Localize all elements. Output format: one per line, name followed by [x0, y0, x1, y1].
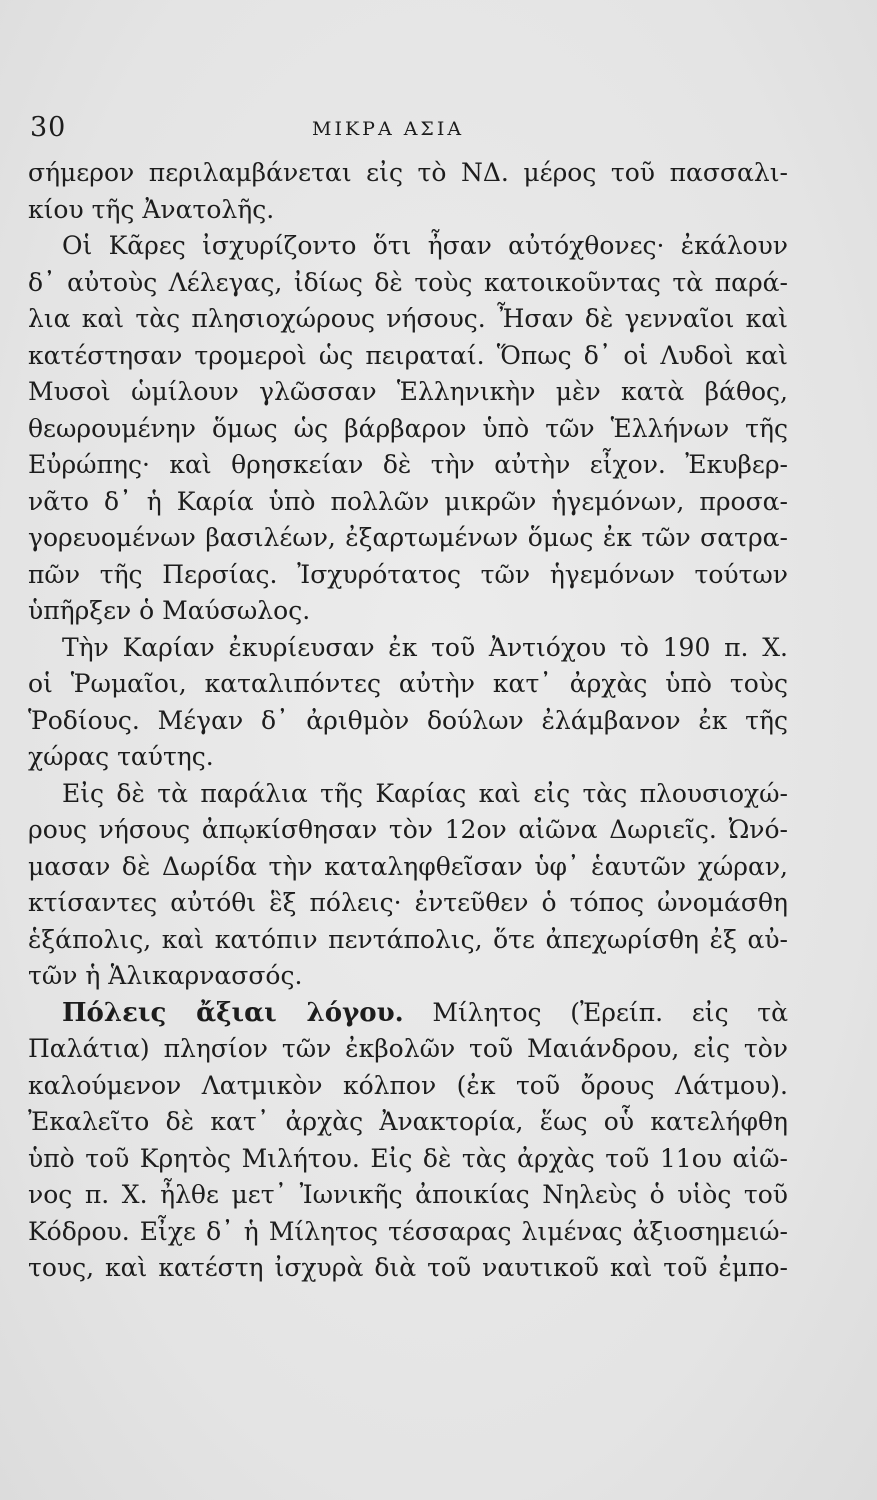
- text-line-rest: Μίλητος (Ἐρείπ. εἰς τὰ: [403, 997, 788, 1027]
- text-line: Ἐκαλεῖτο δὲ κατ᾽ ἀρχὰς Ἀνακτορία, ἕως οὗ κατελήφθη: [28, 1107, 788, 1136]
- text-line: πῶν τῆς Περσίας. Ἰσχυρότατος τῶν ἡγεμόνων τούτων: [28, 559, 788, 589]
- text-line: Παλάτια) πλησίον τῶν ἐκβολῶν τοῦ Μαιάνδρου, εἰς τὸν: [28, 1034, 788, 1063]
- text-line: Τὴν Καρίαν ἐκυρίευσαν ἐκ τοῦ Ἀντιόχου τὸ 190 π. Χ.: [62, 632, 788, 662]
- text-line: τῶν ἡ Ἁλικαρνασσός.: [28, 961, 303, 990]
- text-line: τους, καὶ κατέστη ἰσχυρὰ διὰ τοῦ ναυτικοῦ καὶ τοῦ ἐμπο-: [28, 1253, 788, 1282]
- body-text: [28, 155, 788, 1287]
- text-line: ὑπὸ τοῦ Κρητὸς Μιλήτου. Εἰς δὲ τὰς ἀρχὰς τοῦ 11ου αἰῶ-: [28, 1143, 788, 1173]
- text-line: κτίσαντες αὐτόθι ἓξ πόλεις· ἐντεῦθεν ὁ τόπος ὠνομάσθη: [28, 888, 788, 917]
- text-line: θεωρουμένην ὅμως ὡς βάρβαρον ὑπὸ τῶν Ἑλλήνων τῆς: [28, 413, 788, 443]
- text-line: σήμερον περιλαμβάνεται εἰς τὸ ΝΔ. μέρος τοῦ πασσαλι-: [28, 158, 788, 187]
- text-line: νος π. Χ. ἦλθε μετ᾽ Ἰωνικῆς ἀποικίας Νηλεὺς ὁ υἱὸς τοῦ: [28, 1180, 788, 1209]
- text-line: μασαν δὲ Δωρίδα τὴν καταληφθεῖσαν ὑφ᾽ ἑαυτῶν χώραν,: [28, 851, 788, 881]
- text-line: οἱ Ῥωμαῖοι, καταλιπόντες αὐτὴν κατ᾽ ἀρχὰς ὑπὸ τοὺς: [28, 669, 788, 698]
- text-line: ἑξάπολις, καὶ κατόπιν πεντάπολις, ὅτε ἀπεχωρίσθη ἐξ αὐ-: [28, 924, 788, 954]
- text-line: ὑπῆρξεν ὁ Μαύσωλος.: [28, 596, 311, 625]
- page-header: [30, 112, 800, 152]
- text-line: καλούμενον Λατμικὸν κόλπον (ἐκ τοῦ ὄρους Λάτμου).: [28, 1070, 788, 1100]
- text-line: ρους νήσους ἀπῳκίσθησαν τὸν 12ον αἰῶνα Δωριεῖς. Ὠνό-: [28, 815, 788, 844]
- text-line: Εἰς δὲ τὰ παράλια τῆς Καρίας καὶ εἰς τὰς πλουσιοχώ-: [62, 778, 788, 808]
- running-title: ΜΙΚΡΑ ΑΣΙΑ: [312, 118, 465, 140]
- text-line: νᾶτο δ᾽ ἡ Καρία ὑπὸ πολλῶν μικρῶν ἡγεμόνων, προσα-: [28, 486, 788, 516]
- text-line: γορευομένων βασιλέων, ἐξαρτωμένων ὅμως ἐκ τῶν σατρα-: [28, 523, 788, 552]
- text-line: Εὐρώπης· καὶ θρησκείαν δὲ τὴν αὐτὴν εἶχον. Ἐκυβερ-: [28, 450, 788, 479]
- section-heading: Πόλεις ἄξιαι λόγου.: [62, 997, 404, 1028]
- text-line: Μυσοὶ ὡμίλουν γλῶσσαν Ἑλληνικὴν μὲν κατὰ βάθος,: [28, 377, 788, 406]
- text-line: Ῥοδίους. Μέγαν δ᾽ ἀριθμὸν δούλων ἐλάμβανον ἐκ τῆς: [28, 705, 788, 735]
- text-line: Κόδρου. Εἶχε δ᾽ ἡ Μίλητος τέσσαρας λιμένας ἀξιοσημειώ-: [28, 1216, 788, 1246]
- page-number: 30: [30, 112, 67, 143]
- text-line: κατέστησαν τρομεροὶ ὡς πειραταί. Ὅπως δ᾽ οἱ Λυδοὶ καὶ: [28, 340, 788, 370]
- text-line: χώρας ταύτης.: [28, 742, 214, 771]
- text-line: Οἱ Κᾶρες ἰσχυρίζοντο ὅτι ἦσαν αὐτόχθονες· ἐκάλουν: [62, 231, 788, 260]
- text-line: λια καὶ τὰς πλησιοχώρους νήσους. Ἦσαν δὲ γενναῖοι καὶ: [28, 304, 788, 333]
- text-line: κίου τῆς Ἀνατολῆς.: [28, 194, 275, 224]
- text-line: δ᾽ αὐτοὺς Λέλεγας, ἰδίως δὲ τοὺς κατοικοῦντας τὰ παρά-: [28, 267, 788, 297]
- text-line: [28, 995, 788, 1032]
